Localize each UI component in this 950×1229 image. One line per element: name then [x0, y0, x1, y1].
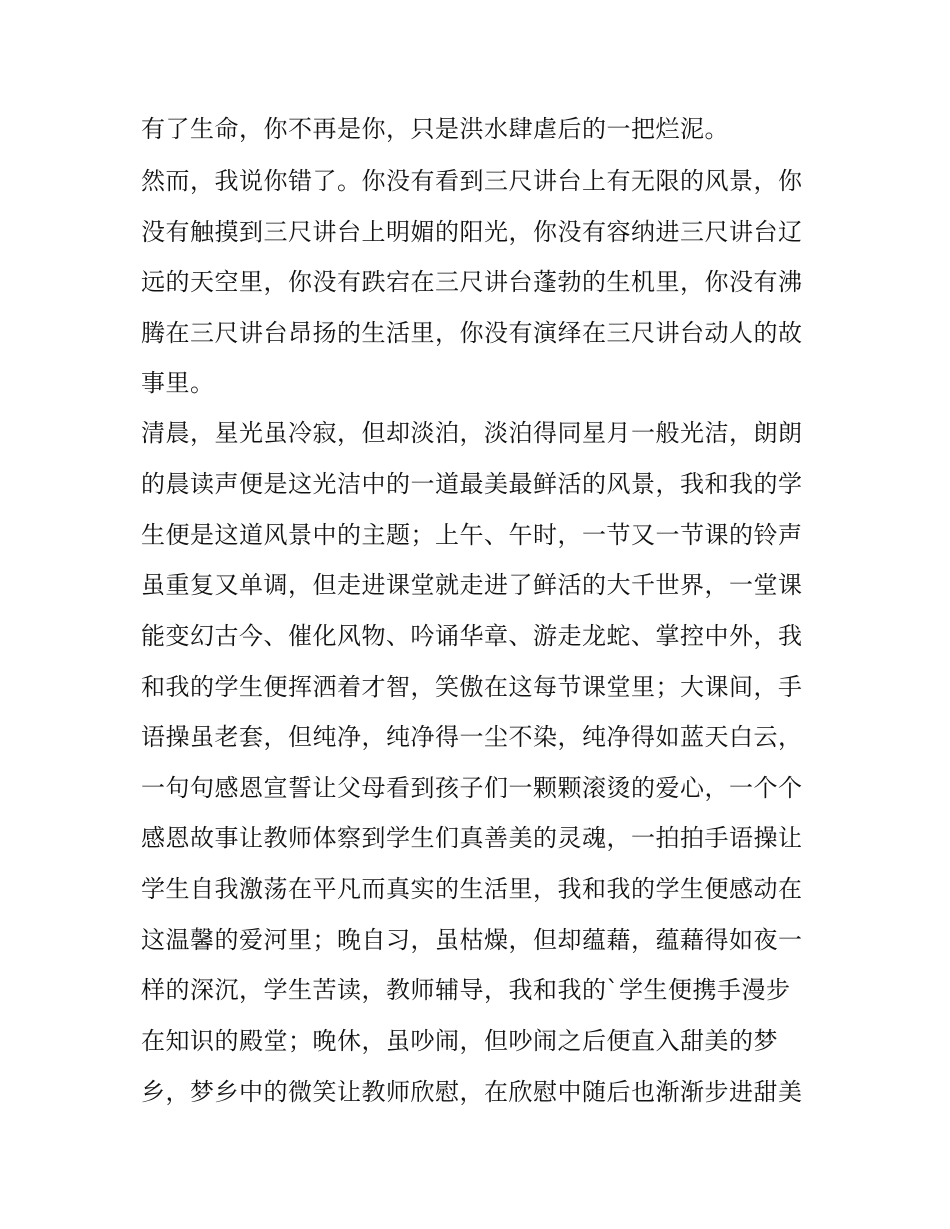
text-line: 样的深沉，学生苦读，教师辅导，我和我的`学生便携手漫步	[141, 976, 791, 1004]
text-line: 的晨读声便是这光洁中的一道最美最鲜活的风景，我和我的学	[141, 470, 803, 498]
text-line: 和我的学生便挥洒着才智，笑傲在这每节课堂里；大课间，手	[141, 673, 803, 701]
text-line: 这温馨的爱河里；晚自习，虽枯燥，但却蕴藉，蕴藉得如夜一	[141, 926, 803, 954]
text-line: 感恩故事让教师体察到学生们真善美的灵魂，一拍拍手语操让	[141, 824, 803, 852]
text-line: 事里。	[141, 369, 215, 397]
text-line: 在知识的殿堂；晚休，虽吵闹，但吵闹之后便直入甜美的梦	[141, 1027, 778, 1055]
text-line: 然而，我说你错了。你没有看到三尺讲台上有无限的风景，你	[141, 167, 803, 195]
text-line: 腾在三尺讲台昂扬的生活里，你没有演绎在三尺讲台动人的故	[141, 319, 803, 347]
text-line: 学生自我激荡在平凡而真实的生活里，我和我的学生便感动在	[141, 875, 803, 903]
text-line: 清晨，星光虽冷寂，但却淡泊，淡泊得同星月一般光洁，朗朗	[141, 419, 803, 447]
text-line: 远的天空里，你没有跌宕在三尺讲台蓬勃的生机里，你没有沸	[141, 268, 803, 296]
text-line: 能变幻古今、催化风物、吟诵华章、游走龙蛇、掌控中外，我	[141, 622, 803, 650]
text-line: 虽重复又单调，但走进课堂就走进了鲜活的大千世界，一堂课	[141, 571, 803, 599]
text-line: 有了生命，你不再是你，只是洪水肆虐后的一把烂泥。	[141, 115, 729, 143]
text-line: 乡，梦乡中的微笑让教师欣慰，在欣慰中随后也渐渐步进甜美	[141, 1078, 803, 1106]
text-line: 语操虽老套，但纯净，纯净得一尘不染，纯净得如蓝天白云，	[141, 723, 803, 751]
text-line: 一句句感恩宣誓让父母看到孩子们一颗颗滚烫的爱心，一个个	[141, 774, 803, 802]
text-line: 没有触摸到三尺讲台上明媚的阳光，你没有容纳进三尺讲台辽	[141, 218, 803, 246]
text-line: 生便是这道风景中的主题；上午、午时，一节又一节课的铃声	[141, 521, 803, 549]
